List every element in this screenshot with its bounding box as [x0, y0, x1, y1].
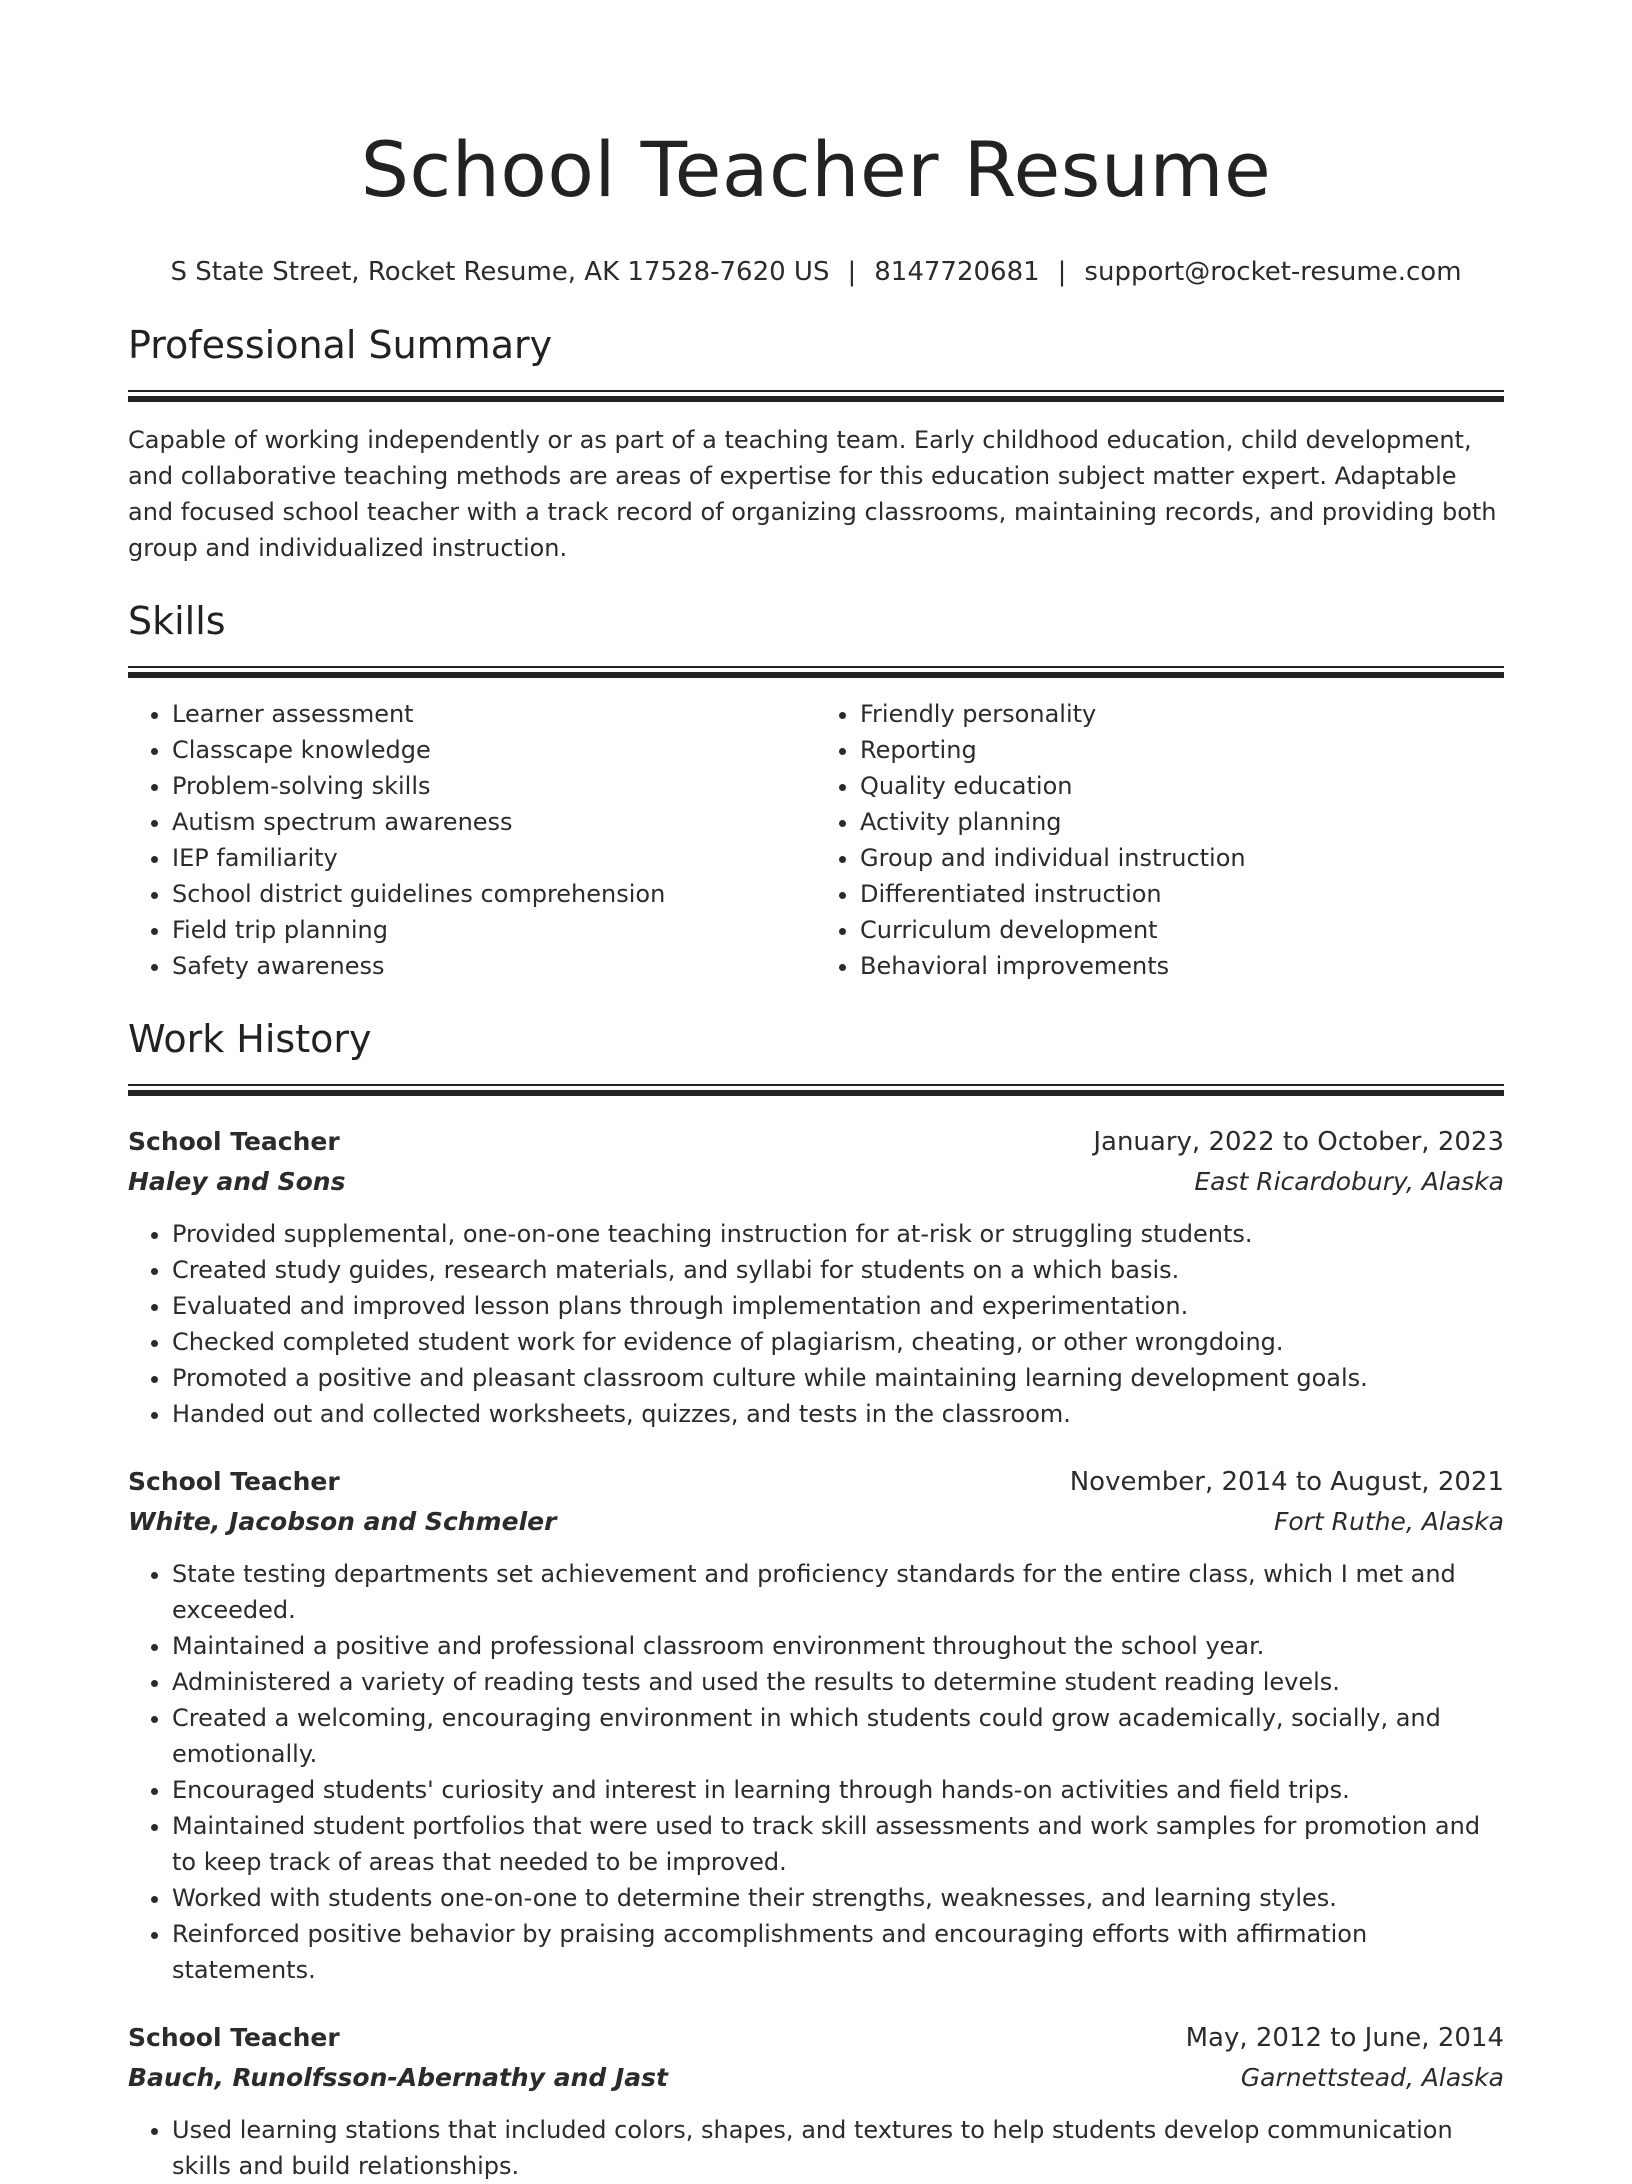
job-dates: May, 2012 to June, 2014: [1185, 2023, 1504, 2053]
job-bullet: • Worked with students one-on-one to determine their strengths, weaknesses, and learning styles.: [172, 1880, 1504, 1916]
job-bullet: • Encouraged students' curiosity and interest in learning through hands-on activities and field trips.: [172, 1772, 1504, 1808]
skill-item: • Group and individual instruction: [860, 840, 1504, 876]
job-subheader: [128, 2058, 1504, 2098]
skill-item: • Safety awareness: [172, 948, 816, 984]
resume-title: School Teacher Resume: [360, 125, 1272, 214]
contact-separator: |: [1057, 257, 1067, 287]
job-bullet: • State testing departments set achievement and proficiency standards for the entire class, which I met and exceeded.: [172, 1556, 1504, 1628]
job-entry: [128, 2018, 1504, 2184]
skill-item: • Behavioral improvements: [860, 948, 1504, 984]
skills-columns: [128, 696, 1504, 984]
job-bullet: • Provided supplemental, one-on-one teaching instruction for at-risk or struggling students.: [172, 1216, 1504, 1252]
job-bullets: [128, 1216, 1504, 1432]
skill-item: • Learner assessment: [172, 696, 816, 732]
job-bullet: • Administered a variety of reading tests and used the results to determine student reading levels.: [172, 1664, 1504, 1700]
job-entry: [128, 1462, 1504, 1988]
skills-list-right: [816, 696, 1504, 984]
job-entry: [128, 1122, 1504, 1432]
job-bullet: • Checked completed student work for evidence of plagiarism, cheating, or other wrongdoing.: [172, 1324, 1504, 1360]
job-bullet: • Promoted a positive and pleasant classroom culture while maintaining learning development goals.: [172, 1360, 1504, 1396]
job-company: Bauch, Runolfsson-Abernathy and Jast: [128, 2063, 668, 2092]
work-history-section: [128, 1014, 1504, 2184]
skill-item: • Friendly personality: [860, 696, 1504, 732]
job-title: School Teacher: [128, 1467, 340, 1496]
job-company: White, Jacobson and Schmeler: [128, 1507, 557, 1536]
job-bullet: • Evaluated and improved lesson plans through implementation and experimentation.: [172, 1288, 1504, 1324]
summary-text: Capable of working independently or as part of a teaching team. Early childhood education, child development, and collaborative teaching methods are areas of expertise for this education subject matter expert. Adaptable and focused school teacher with a track record of organizing classrooms, maintaining records, and providing both group and individualized instruction.: [128, 426, 1497, 562]
skill-item: • Reporting: [860, 732, 1504, 768]
job-header: [128, 1122, 1504, 1162]
job-bullet: • Created study guides, research materials, and syllabi for students on a which basis.: [172, 1252, 1504, 1288]
job-header: [128, 2018, 1504, 2058]
skill-item: • Field trip planning: [172, 912, 816, 948]
section-heading: Work History: [128, 1017, 372, 1061]
job-bullet: • Reinforced positive behavior by praising accomplishments and encouraging efforts with affirmation statements.: [172, 1916, 1504, 1988]
section-divider: [128, 666, 1504, 678]
job-bullets: [128, 1556, 1504, 1988]
job-subheader: [128, 1502, 1504, 1542]
section-divider: [128, 1084, 1504, 1096]
job-bullet: • Handed out and collected worksheets, quizzes, and tests in the classroom.: [172, 1396, 1504, 1432]
skill-item: • Classcape knowledge: [172, 732, 816, 768]
job-location: Fort Ruthe, Alaska: [1273, 1507, 1504, 1536]
job-header: [128, 1462, 1504, 1502]
skills-section: [128, 596, 1504, 984]
job-bullets: [128, 2112, 1504, 2184]
section-heading: Professional Summary: [128, 323, 553, 367]
skill-item: • Quality education: [860, 768, 1504, 804]
skill-item: • Differentiated instruction: [860, 876, 1504, 912]
skill-item: • Curriculum development: [860, 912, 1504, 948]
job-dates: January, 2022 to October, 2023: [1093, 1127, 1504, 1157]
job-company: Haley and Sons: [128, 1167, 346, 1196]
skill-item: • Autism spectrum awareness: [172, 804, 816, 840]
job-bullet: • Maintained student portfolios that were used to track skill assessments and work samples for promotion and to keep track of areas that needed to be improved.: [172, 1808, 1504, 1880]
skill-item: • IEP familiarity: [172, 840, 816, 876]
job-bullet: • Used learning stations that included colors, shapes, and textures to help students develop communication skills and build relationships.: [172, 2112, 1504, 2184]
job-subheader: [128, 1162, 1504, 1202]
contact-line: [128, 254, 1504, 290]
job-location: East Ricardobury, Alaska: [1194, 1167, 1504, 1196]
job-title: School Teacher: [128, 2023, 340, 2052]
job-location: Garnettstead, Alaska: [1240, 2063, 1504, 2092]
contact-separator: |: [847, 257, 857, 287]
section-heading: Skills: [128, 599, 226, 643]
contact-address: S State Street, Rocket Resume, AK 17528-7620 US: [170, 257, 830, 287]
job-dates: November, 2014 to August, 2021: [1069, 1467, 1504, 1497]
skill-item: • School district guidelines comprehension: [172, 876, 816, 912]
contact-phone: 8147720681: [874, 257, 1040, 287]
job-bullet: • Created a welcoming, encouraging environment in which students could grow academically, socially, and emotionally.: [172, 1700, 1504, 1772]
skills-list-left: [128, 696, 816, 984]
section-divider: [128, 390, 1504, 402]
job-bullet: • Maintained a positive and professional classroom environment throughout the school year.: [172, 1628, 1504, 1664]
professional-summary-section: [128, 320, 1504, 566]
job-title: School Teacher: [128, 1127, 340, 1156]
contact-email: support@rocket-resume.com: [1084, 257, 1462, 287]
skill-item: • Problem-solving skills: [172, 768, 816, 804]
skill-item: • Activity planning: [860, 804, 1504, 840]
